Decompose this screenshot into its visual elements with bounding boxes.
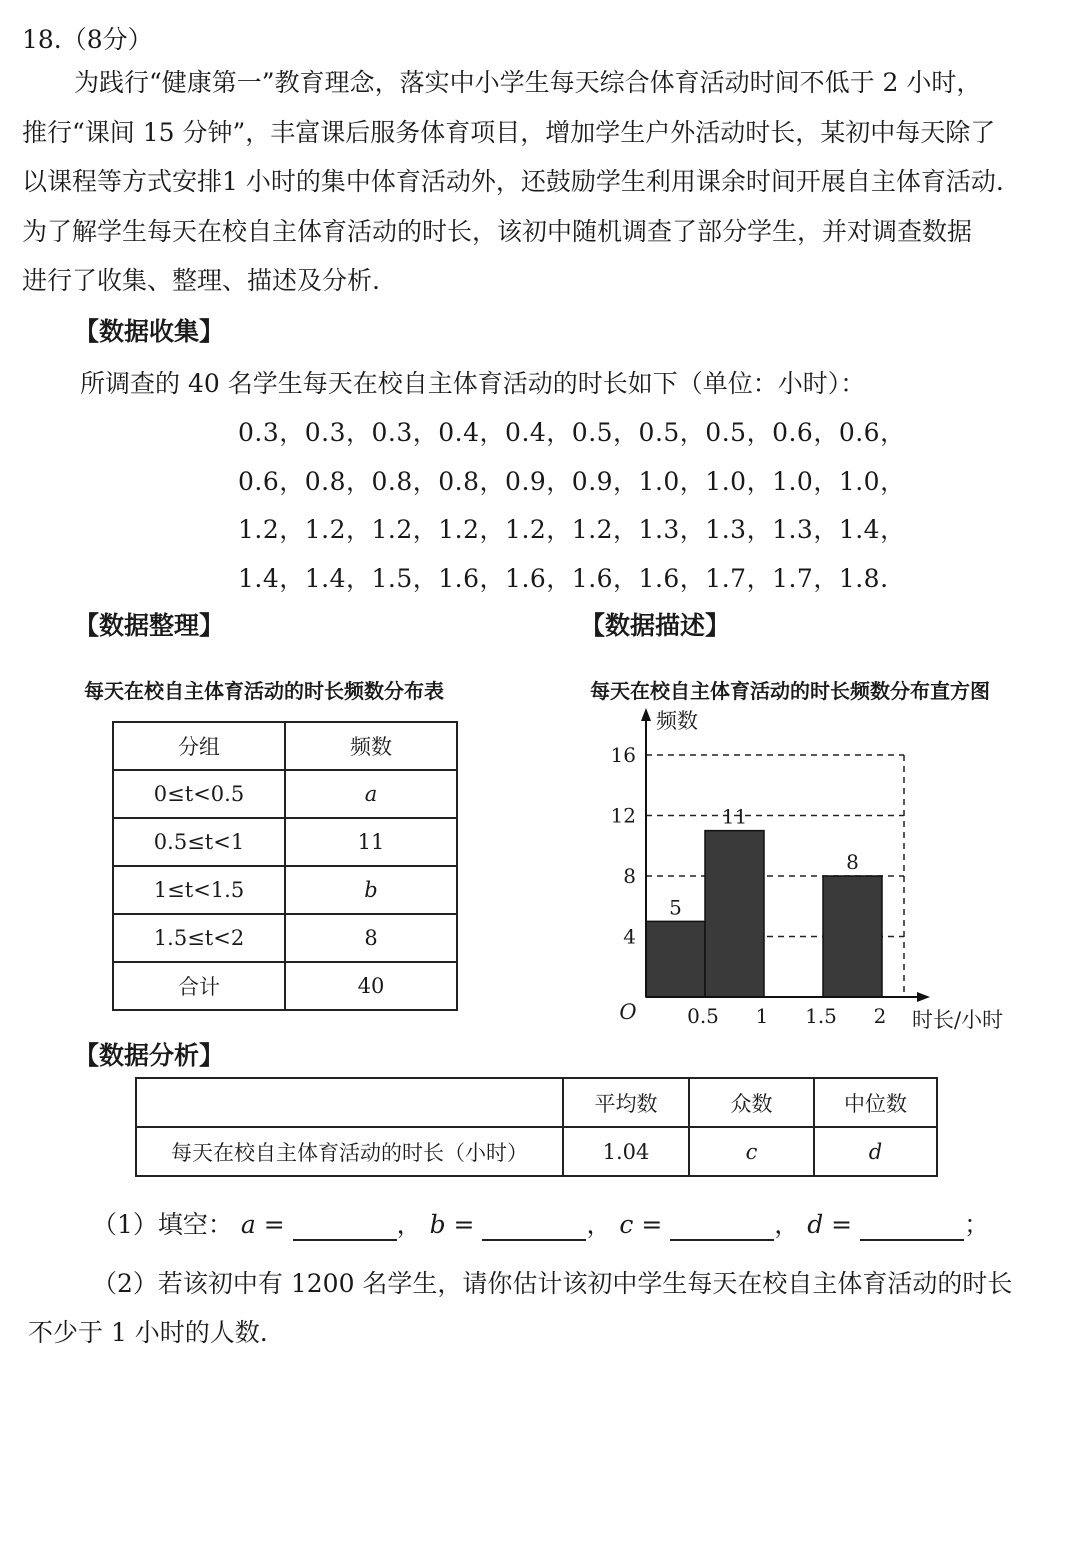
frequency-cell: 11 <box>285 818 457 866</box>
histogram-title: 每天在校自主体育活动的时长频数分布直方图 <box>590 679 990 703</box>
q1-prefix: （1）填空： <box>92 1210 233 1239</box>
empty-corner-cell <box>136 1078 563 1127</box>
histogram-bar-1 <box>705 831 764 997</box>
frequency-cell: b <box>285 866 457 914</box>
table-header-row <box>113 722 457 770</box>
analysis-row-label: 每天在校自主体育活动的时长（小时） <box>136 1127 563 1176</box>
q1-var-a: a = <box>240 1210 285 1239</box>
data-row: 1.4，1.4，1.5，1.6，1.6，1.6，1.6，1.7，1.7，1.8. <box>238 564 889 593</box>
group-cell: 0.5≤t<1 <box>113 818 285 866</box>
y-tick-label-16: 16 <box>610 743 636 767</box>
table-row <box>113 914 457 962</box>
group-cell: 1.5≤t<2 <box>113 914 285 962</box>
histogram-bar-3 <box>823 876 882 997</box>
header-mode: 众数 <box>689 1078 814 1127</box>
table-row <box>113 818 457 866</box>
q1-end: ； <box>964 1210 990 1239</box>
mean-value: 1.04 <box>563 1127 689 1176</box>
bar-value-label-3: 8 <box>846 850 859 874</box>
bar-value-label-1: 11 <box>721 804 748 829</box>
intro-line: 为了解学生每天在校自主体育活动的时长，该初中随机调查了部分学生，并对调查数据 <box>22 216 973 246</box>
answer-blank-c[interactable] <box>670 1213 774 1241</box>
origin-label: O <box>619 1000 637 1024</box>
answer-blank-b[interactable] <box>482 1213 586 1241</box>
header-group: 分组 <box>113 722 285 770</box>
group-cell: 1≤t<1.5 <box>113 866 285 914</box>
frequency-cell: a <box>285 770 457 818</box>
question-2-line-1: （2）若该初中有 1200 名学生，请你估计该初中学生每天在校自主体育活动的时长 <box>92 1269 1013 1298</box>
collection-heading: 【数据收集】 <box>74 317 225 346</box>
mode-value: c <box>689 1127 814 1176</box>
analysis-row <box>136 1127 937 1176</box>
x-axis-title: 时长/小时 <box>912 1008 1004 1032</box>
x-tick-label-2: 1.5 <box>805 1004 837 1028</box>
y-axis-arrow-icon <box>641 708 651 721</box>
x-tick-label-3: 2 <box>873 1004 887 1028</box>
analysis-header-row <box>136 1078 937 1127</box>
intro-line: 以课程等方式安排1 小时的集中体育活动外，还鼓励学生利用课余时间开展自主体育活动. <box>22 167 1004 196</box>
x-tick-label-1: 1 <box>755 1004 769 1028</box>
data-row: 1.2，1.2，1.2，1.2，1.2，1.2，1.3，1.3，1.3，1.4， <box>238 515 906 544</box>
intro-line: 推行“课间 15 分钟”，丰富课后服务体育项目，增加学生户外活动时长，某初中每天除了 <box>22 117 996 147</box>
histogram-chart <box>600 700 1050 1045</box>
histogram-bar-0 <box>646 921 705 997</box>
bar-value-label-0: 5 <box>669 895 682 920</box>
data-row: 0.6，0.8，0.8，0.8，0.9，0.9，1.0，1.0，1.0，1.0， <box>238 467 906 496</box>
question-1: （1）填空： a = ， b = ， c = ， d = ； <box>92 1210 990 1239</box>
analysis-table <box>135 1077 938 1177</box>
answer-blank-a[interactable] <box>293 1213 397 1241</box>
table-row <box>113 770 457 818</box>
intro-paragraph <box>22 58 1052 306</box>
y-tick-label-4: 4 <box>623 924 636 949</box>
organize-heading: 【数据整理】 <box>74 611 225 640</box>
total-label: 合计 <box>113 962 285 1010</box>
y-tick-label-12: 12 <box>610 803 636 828</box>
total-value: 40 <box>285 962 457 1010</box>
frequency-table <box>112 721 458 1011</box>
header-frequency: 频数 <box>285 722 457 770</box>
describe-heading: 【数据描述】 <box>580 611 731 640</box>
x-axis-arrow-icon <box>917 992 930 1002</box>
question-number: 18.（8分） <box>22 25 153 54</box>
x-tick-label-0: 0.5 <box>687 1004 719 1028</box>
header-mean: 平均数 <box>563 1078 689 1127</box>
q1-var-d: d = <box>807 1210 853 1239</box>
table-total-row <box>113 962 457 1010</box>
collection-description: 所调查的 40 名学生每天在校自主体育活动的时长如下（单位：小时）： <box>80 369 866 398</box>
median-value: d <box>814 1127 937 1176</box>
answer-blank-d[interactable] <box>860 1213 964 1241</box>
analysis-heading: 【数据分析】 <box>74 1041 225 1070</box>
y-axis-title: 频数 <box>656 709 698 733</box>
group-cell: 0≤t<0.5 <box>113 770 285 818</box>
intro-line: 进行了收集、整理、描述及分析. <box>22 266 380 295</box>
y-tick-label-8: 8 <box>623 864 636 888</box>
data-row: 0.3，0.3，0.3，0.4，0.4，0.5，0.5，0.5，0.6，0.6， <box>238 418 906 447</box>
question-2-line-2: 不少于 1 小时的人数. <box>28 1318 268 1347</box>
q1-var-b: b = <box>429 1210 475 1239</box>
intro-line: 为践行“健康第一”教育理念，落实中小学生每天综合体育活动时间不低于 2 小时， <box>74 68 982 97</box>
table-row <box>113 866 457 914</box>
frequency-table-title: 每天在校自主体育活动的时长频数分布表 <box>84 679 444 703</box>
header-median: 中位数 <box>814 1078 937 1127</box>
frequency-cell: 8 <box>285 914 457 962</box>
q1-var-c: c = <box>619 1210 663 1239</box>
